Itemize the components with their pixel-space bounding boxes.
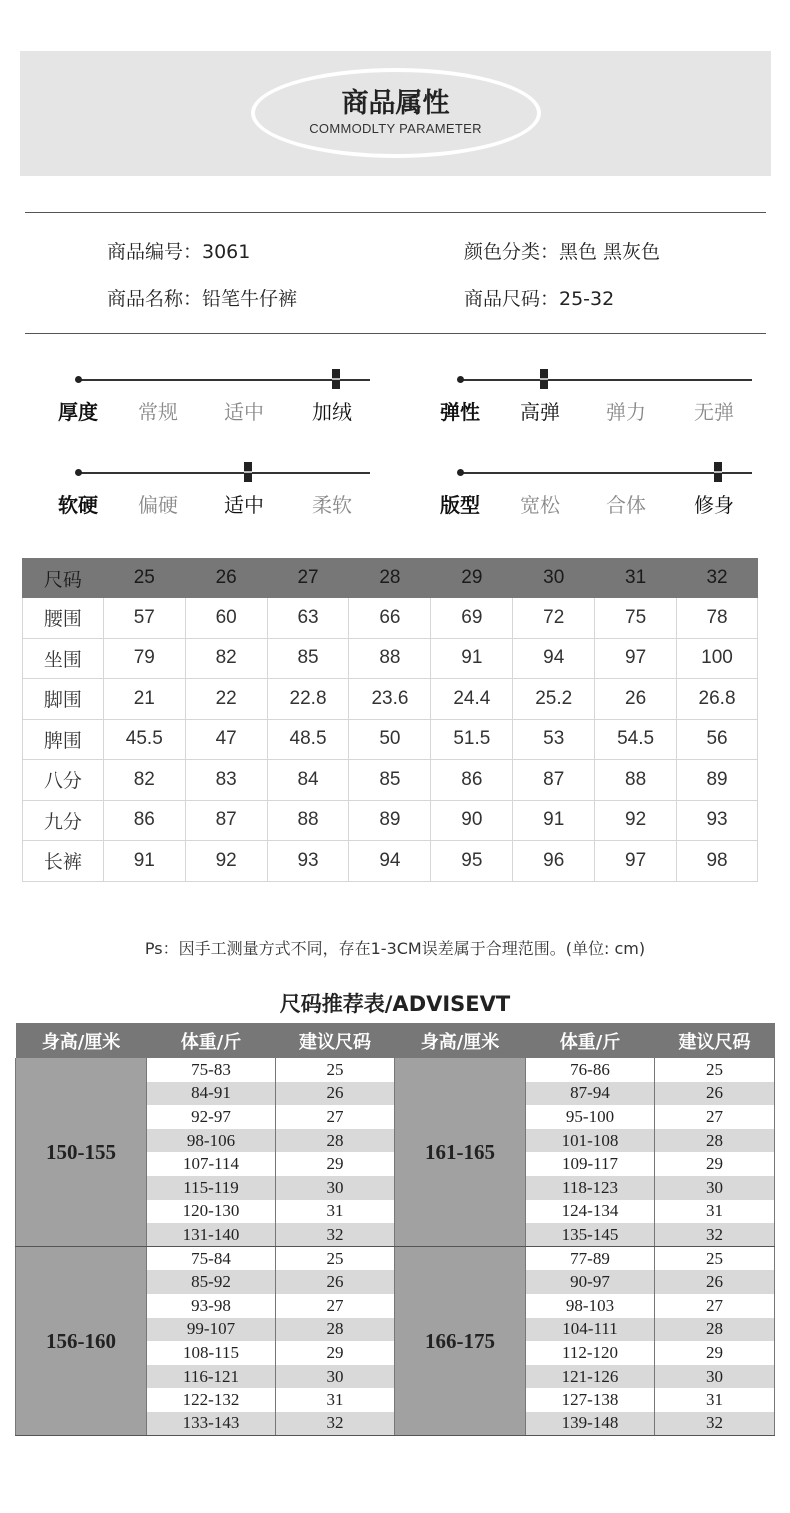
attribute-name: 弹性 [440, 400, 480, 424]
table-cell: 24.4 [431, 679, 513, 720]
size-cell: 27 [276, 1294, 395, 1318]
attribute-option: 无弹 [694, 400, 734, 424]
table-cell: 91 [103, 841, 185, 882]
weight-cell: 98-106 [147, 1129, 276, 1153]
table-cell: 23.6 [349, 679, 431, 720]
size-recommend-table [15, 1023, 775, 1436]
table-cell: 85 [267, 638, 349, 679]
header-cell: 32 [677, 559, 758, 598]
size-cell: 29 [655, 1152, 775, 1176]
weight-cell: 85-92 [147, 1270, 276, 1294]
attribute-slider [440, 379, 752, 429]
table-cell: 87 [185, 800, 267, 841]
slider-track [78, 472, 370, 474]
size-cell: 26 [655, 1082, 775, 1106]
table-row [23, 719, 758, 760]
row-label: 八分 [23, 760, 104, 801]
table-cell: 89 [349, 800, 431, 841]
product-code: 商品编号：3061 [107, 241, 251, 263]
weight-cell: 98-103 [526, 1294, 655, 1318]
table-cell: 88 [349, 638, 431, 679]
row-label: 九分 [23, 800, 104, 841]
weight-cell: 124-134 [526, 1200, 655, 1224]
attribute-option: 合体 [606, 493, 646, 517]
table-cell: 57 [103, 598, 185, 639]
weight-cell: 109-117 [526, 1152, 655, 1176]
size-cell: 32 [655, 1223, 775, 1247]
size-cell: 29 [276, 1152, 395, 1176]
attribute-option: 高弹 [520, 400, 560, 424]
table-cell: 88 [595, 760, 677, 801]
table-row [23, 679, 758, 720]
weight-cell: 84-91 [147, 1082, 276, 1106]
weight-cell: 101-108 [526, 1129, 655, 1153]
size-cell: 27 [276, 1105, 395, 1129]
table-cell: 63 [267, 598, 349, 639]
weight-cell: 90-97 [526, 1270, 655, 1294]
header-cell: 体重/斤 [147, 1023, 276, 1058]
table-cell: 54.5 [595, 719, 677, 760]
size-cell: 25 [655, 1247, 775, 1271]
weight-cell: 99-107 [147, 1318, 276, 1342]
table-cell: 72 [513, 598, 595, 639]
header-cell: 28 [349, 559, 431, 598]
table-cell: 94 [349, 841, 431, 882]
table-cell: 50 [349, 719, 431, 760]
slider-marker [244, 462, 252, 482]
table-cell: 85 [349, 760, 431, 801]
size-cell: 31 [276, 1388, 395, 1412]
table-cell: 60 [185, 598, 267, 639]
size-cell: 28 [276, 1318, 395, 1342]
table-cell: 51.5 [431, 719, 513, 760]
attribute-option: 宽松 [520, 493, 560, 517]
slider-track [460, 379, 752, 381]
table-cell: 94 [513, 638, 595, 679]
size-cell: 26 [276, 1270, 395, 1294]
table-cell: 82 [103, 760, 185, 801]
table-cell: 89 [677, 760, 758, 801]
size-cell: 29 [655, 1341, 775, 1365]
table-cell: 93 [677, 800, 758, 841]
size-cell: 31 [655, 1200, 775, 1224]
divider-bottom [25, 333, 766, 334]
table-cell: 79 [103, 638, 185, 679]
table-cell: 91 [513, 800, 595, 841]
weight-cell: 92-97 [147, 1105, 276, 1129]
table-cell: 92 [595, 800, 677, 841]
table-cell: 26 [595, 679, 677, 720]
attribute-name: 软硬 [58, 493, 98, 517]
size-cell: 25 [276, 1247, 395, 1271]
product-name: 商品名称：铅笔牛仔裤 [107, 288, 298, 310]
table-cell: 26.8 [677, 679, 758, 720]
table-cell: 97 [595, 638, 677, 679]
size-cell: 26 [276, 1082, 395, 1106]
attribute-slider [58, 379, 370, 429]
weight-cell: 122-132 [147, 1388, 276, 1412]
weight-cell: 104-111 [526, 1318, 655, 1342]
row-label: 长裤 [23, 841, 104, 882]
recommend-header [16, 1023, 775, 1058]
height-range-cell: 161-165 [395, 1058, 526, 1247]
slider-track [460, 472, 752, 474]
table-row [23, 638, 758, 679]
slider-start-dot [457, 376, 464, 383]
slider-track [78, 379, 370, 381]
table-cell: 92 [185, 841, 267, 882]
weight-cell: 95-100 [526, 1105, 655, 1129]
table-row [16, 1058, 775, 1082]
weight-cell: 121-126 [526, 1365, 655, 1389]
attribute-name: 厚度 [58, 400, 98, 424]
attribute-slider [440, 472, 752, 522]
weight-cell: 107-114 [147, 1152, 276, 1176]
attribute-option: 修身 [694, 493, 734, 517]
size-cell: 32 [276, 1412, 395, 1436]
table-row [23, 760, 758, 801]
height-range-cell: 166-175 [395, 1247, 526, 1436]
size-cell: 31 [655, 1388, 775, 1412]
slider-marker [714, 462, 722, 482]
weight-cell: 75-84 [147, 1247, 276, 1271]
table-cell: 66 [349, 598, 431, 639]
divider-top [25, 212, 766, 213]
slider-marker [332, 369, 340, 389]
table-cell: 84 [267, 760, 349, 801]
table-cell: 95 [431, 841, 513, 882]
header-cell: 25 [103, 559, 185, 598]
size-cell: 32 [655, 1412, 775, 1436]
header-cell: 27 [267, 559, 349, 598]
weight-cell: 76-86 [526, 1058, 655, 1082]
table-cell: 87 [513, 760, 595, 801]
height-range-cell: 156-160 [16, 1247, 147, 1436]
header-cell: 尺码 [23, 559, 104, 598]
weight-cell: 75-83 [147, 1058, 276, 1082]
size-cell: 29 [276, 1341, 395, 1365]
section-title: 商品属性 [341, 88, 450, 119]
table-cell: 82 [185, 638, 267, 679]
table-cell: 88 [267, 800, 349, 841]
size-table [22, 558, 758, 882]
table-cell: 75 [595, 598, 677, 639]
header-cell: 建议尺码 [655, 1023, 775, 1058]
slider-marker [540, 369, 548, 389]
table-cell: 22.8 [267, 679, 349, 720]
table-cell: 93 [267, 841, 349, 882]
weight-cell: 115-119 [147, 1176, 276, 1200]
size-cell: 30 [655, 1365, 775, 1389]
table-cell: 86 [431, 760, 513, 801]
table-cell: 78 [677, 598, 758, 639]
weight-cell: 118-123 [526, 1176, 655, 1200]
size-cell: 28 [655, 1129, 775, 1153]
size-cell: 30 [276, 1365, 395, 1389]
header-cell: 31 [595, 559, 677, 598]
weight-cell: 139-148 [526, 1412, 655, 1436]
slider-start-dot [75, 376, 82, 383]
table-row [23, 598, 758, 639]
attribute-slider [58, 472, 370, 522]
weight-cell: 93-98 [147, 1294, 276, 1318]
table-row [16, 1247, 775, 1271]
attribute-option: 弹力 [606, 400, 646, 424]
size-cell: 28 [276, 1129, 395, 1153]
slider-start-dot [75, 469, 82, 476]
weight-cell: 131-140 [147, 1223, 276, 1247]
table-cell: 25.2 [513, 679, 595, 720]
row-label: 腰围 [23, 598, 104, 639]
table-cell: 45.5 [103, 719, 185, 760]
table-cell: 86 [103, 800, 185, 841]
size-cell: 32 [276, 1223, 395, 1247]
weight-cell: 77-89 [526, 1247, 655, 1271]
header-cell: 体重/斤 [526, 1023, 655, 1058]
size-cell: 31 [276, 1200, 395, 1224]
header-cell: 身高/厘米 [395, 1023, 526, 1058]
weight-cell: 127-138 [526, 1388, 655, 1412]
size-cell: 30 [655, 1176, 775, 1200]
row-label: 脾围 [23, 719, 104, 760]
table-cell: 97 [595, 841, 677, 882]
weight-cell: 112-120 [526, 1341, 655, 1365]
attribute-option: 偏硬 [138, 493, 178, 517]
size-cell: 26 [655, 1270, 775, 1294]
attribute-option: 柔软 [312, 493, 352, 517]
table-cell: 100 [677, 638, 758, 679]
size-cell: 27 [655, 1294, 775, 1318]
size-table-header [23, 559, 758, 598]
header-cell: 26 [185, 559, 267, 598]
table-cell: 91 [431, 638, 513, 679]
table-row [23, 800, 758, 841]
height-range-cell: 150-155 [16, 1058, 147, 1247]
table-cell: 21 [103, 679, 185, 720]
header-cell: 身高/厘米 [16, 1023, 147, 1058]
header-banner [20, 51, 771, 176]
table-cell: 90 [431, 800, 513, 841]
recommend-title: 尺码推荐表/ADVISEVT [279, 992, 511, 1016]
slider-start-dot [457, 469, 464, 476]
table-cell: 98 [677, 841, 758, 882]
header-cell: 建议尺码 [276, 1023, 395, 1058]
table-cell: 53 [513, 719, 595, 760]
table-cell: 96 [513, 841, 595, 882]
attribute-option: 适中 [224, 493, 264, 517]
attribute-option: 加绒 [312, 400, 352, 424]
attribute-option: 常规 [138, 400, 178, 424]
measurement-note: Ps：因手工测量方式不同，存在1-3CM误差属于合理范围。(单位: cm) [144, 939, 646, 958]
row-label: 脚围 [23, 679, 104, 720]
table-cell: 48.5 [267, 719, 349, 760]
weight-cell: 135-145 [526, 1223, 655, 1247]
weight-cell: 108-115 [147, 1341, 276, 1365]
size-cell: 28 [655, 1318, 775, 1342]
size-cell: 25 [276, 1058, 395, 1082]
attribute-name: 版型 [440, 493, 480, 517]
size-cell: 25 [655, 1058, 775, 1082]
table-cell: 83 [185, 760, 267, 801]
table-cell: 22 [185, 679, 267, 720]
table-cell: 47 [185, 719, 267, 760]
weight-cell: 116-121 [147, 1365, 276, 1389]
attribute-option: 适中 [224, 400, 264, 424]
weight-cell: 133-143 [147, 1412, 276, 1436]
section-subtitle: COMMODLTY PARAMETER [309, 121, 482, 136]
size-cell: 30 [276, 1176, 395, 1200]
header-cell: 29 [431, 559, 513, 598]
product-size-range: 商品尺码：25-32 [464, 288, 615, 310]
row-label: 坐围 [23, 638, 104, 679]
weight-cell: 120-130 [147, 1200, 276, 1224]
table-cell: 56 [677, 719, 758, 760]
table-cell: 69 [431, 598, 513, 639]
product-color: 颜色分类：黑色 黑灰色 [464, 241, 661, 263]
weight-cell: 87-94 [526, 1082, 655, 1106]
header-cell: 30 [513, 559, 595, 598]
table-row [23, 841, 758, 882]
size-cell: 27 [655, 1105, 775, 1129]
